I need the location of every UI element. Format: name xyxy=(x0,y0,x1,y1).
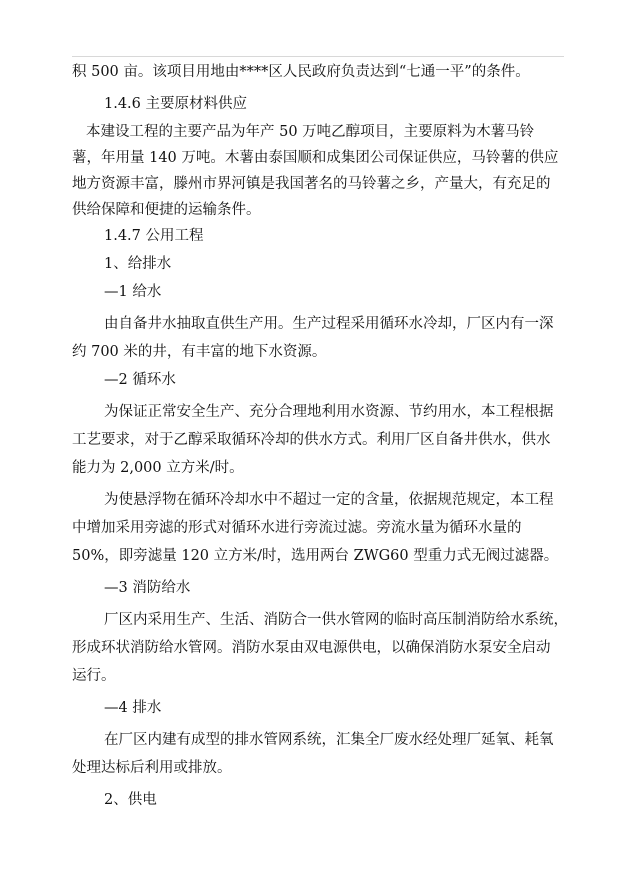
section-heading: 1.4.6 主要原材料供应 xyxy=(104,96,248,112)
text-line: 约 700 米的井，有丰富的地下水资源。 xyxy=(72,344,327,360)
text-line: 厂区内采用生产、生活、消防合一供水管网的临时高压制消防给水系统， xyxy=(104,612,568,628)
text-line: 在厂区内建有成型的排水管网系统，汇集全厂废水经处理厂延氧、耗氧 xyxy=(104,732,554,748)
text-line: 处理达标后利用或排放。 xyxy=(72,760,232,776)
text-line: 薯，年用量 140 万吨。木薯由泰国顺和成集团公司保证供应，马铃薯的供应 xyxy=(72,150,559,166)
text-line: 由自备井水抽取直供生产用。生产过程采用循环水冷却，厂区内有一深 xyxy=(104,316,554,332)
text-line: 形成环状消防给水管网。消防水泵由双电源供电，以确保消防水泵安全启动 xyxy=(72,640,551,656)
text-line: 积 500 亩。该项目用地由****区人民政府负责达到“七通一平”的条件。 xyxy=(72,64,530,80)
text-line: 50%，即旁滤量 120 立方米/时，选用两台 ZWG60 型重力式无阀过滤器。 xyxy=(72,548,559,564)
item-heading: —2 循环水 xyxy=(104,372,176,388)
header-rule xyxy=(72,56,564,57)
text-line: 为保证正常安全生产、充分合理地利用水资源、节约用水，本工程根据 xyxy=(104,404,554,420)
text-line: 供给保障和便捷的运输条件。 xyxy=(72,202,261,218)
text-line: 工艺要求，对于乙醇采取循环冷却的供水方式。利用厂区自备井供水，供水 xyxy=(72,432,551,448)
text-line: 能力为 2,000 立方米/时。 xyxy=(72,460,244,476)
subsection-heading: 1、给排水 xyxy=(104,256,172,272)
text-line: 中增加采用旁滤的形式对循环水进行旁流过滤。旁流水量为循环水量的 xyxy=(72,520,522,536)
text-line: 地方资源丰富，滕州市界河镇是我国著名的马铃薯之乡，产量大，有充足的 xyxy=(72,176,551,192)
item-heading: —4 排水 xyxy=(104,700,162,716)
subsection-heading: 2、供电 xyxy=(104,792,157,808)
section-heading: 1.4.7 公用工程 xyxy=(104,228,204,244)
item-heading: —1 给水 xyxy=(104,284,162,300)
item-heading: —3 消防给水 xyxy=(104,580,191,596)
text-line: 本建设工程的主要产品为年产 50 万吨乙醇项目，主要原料为木薯马铃 xyxy=(86,124,535,140)
text-line: 运行。 xyxy=(72,668,116,684)
text-line: 为使悬浮物在循环冷却水中不超过一定的含量，依据规范规定，本工程 xyxy=(104,492,554,508)
